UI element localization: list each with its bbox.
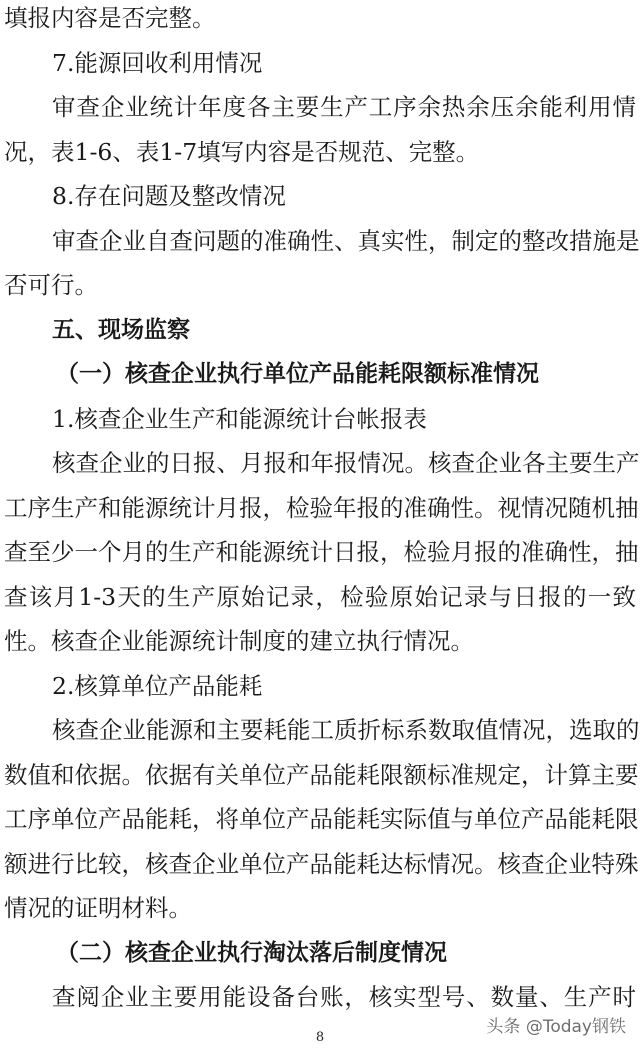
text-line: 审查企业自查问题的准确性、真实性，制定的整改措施是 (52, 226, 640, 255)
text-line: 额进行比较，核查企业单位产品能耗达标情况。核查企业特殊 (4, 849, 639, 878)
text-line: 核查企业的日报、月报和年报情况。核查企业各主要生产 (52, 449, 640, 477)
text-line: 填报内容是否完整。 (4, 4, 216, 32)
text-line: 8.存在问题及整改情况 (52, 182, 286, 210)
text-line: 查至少一个月的生产和能源统计日报，检验月报的准确性，抽 (4, 538, 639, 566)
text-line: 2.核算单位产品能耗 (52, 671, 263, 700)
text-line: 性。核查企业能源统计制度的建立执行情况。 (4, 627, 474, 655)
page-number: 8 (315, 1030, 325, 1045)
text-line: 情况的证明材料。 (4, 894, 192, 922)
text-line: 工序生产和能源统计月报，检验年报的准确性。视情况随机抽 (4, 493, 639, 522)
section-heading: 五、现场监察 (52, 316, 190, 343)
text-line: 审查企业统计年度各主要生产工序余热余压余能利用情 (52, 93, 636, 121)
text-line: 核查企业能源和主要耗能工质折标系数取值情况，选取的 (52, 716, 640, 744)
text-line: 查该月1-3天的生产原始记录，检验原始记录与日报的一致 (4, 582, 636, 611)
text-line: 况，表1-6、表1-7填写内容是否规范、完整。 (4, 137, 480, 166)
text-line: 7.能源回收利用情况 (52, 48, 263, 77)
text-line: 数值和依据。依据有关单位产品能耗限额标准规定，计算主要 (4, 760, 639, 789)
text-line: 工序单位产品能耗，将单位产品能耗实际值与单位产品能耗限 (4, 805, 639, 833)
section-heading: （二）核查企业执行淘汰落后制度情况 (56, 939, 447, 966)
text-line: 否可行。 (4, 271, 98, 299)
text-line: 1.核查企业生产和能源统计台帐报表 (52, 404, 427, 433)
watermark: 头条 @Today钢铁 (486, 1017, 626, 1037)
text-line: 查阅企业主要用能设备台账，核实型号、数量、生产时 (52, 983, 636, 1011)
section-heading: （一）核查企业执行单位产品能耗限额标准情况 (56, 361, 539, 387)
